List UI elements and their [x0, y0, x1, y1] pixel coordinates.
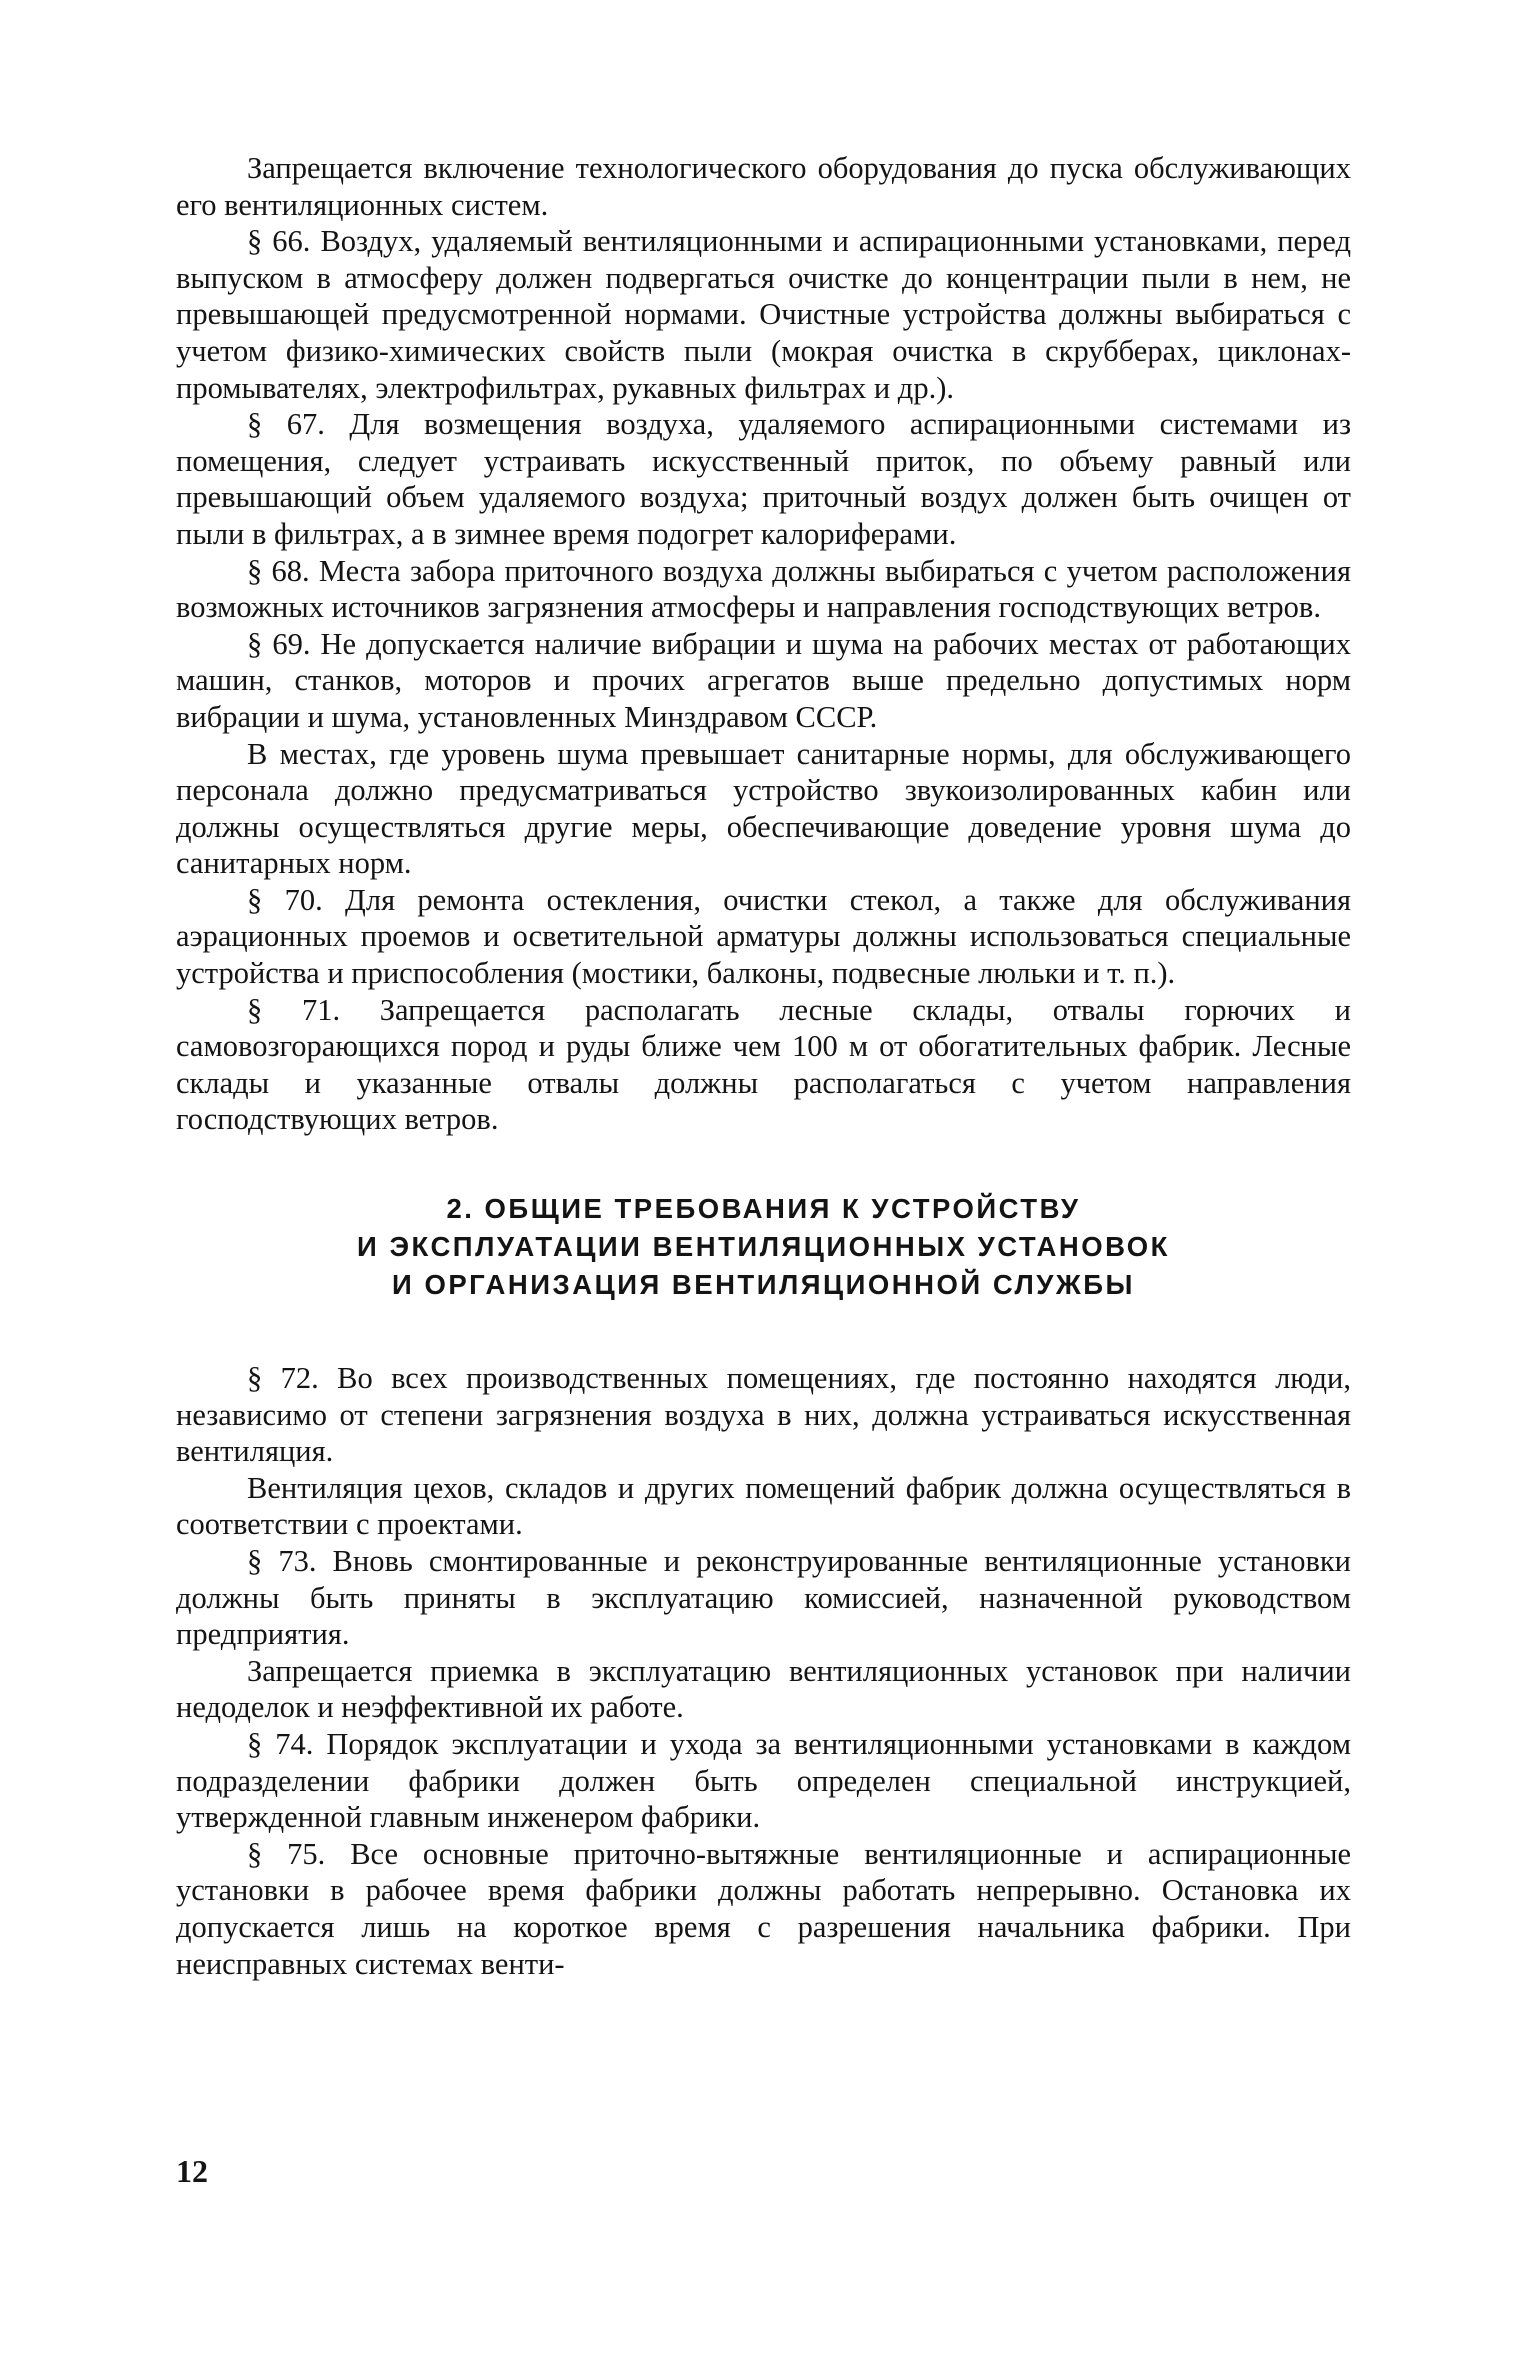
paragraph-section-67: § 67. Для возмещения воздуха, удаляемого аспирационными системами из помещения, следует устраивать искусственный приток, по объему равный или превышающий объем удаляемого воздуха; приточный воздух должен быть очищен от пыли в фильтрах, а в зимнее время подогрет калориферами.: [176, 407, 1351, 551]
paragraph-section-73: § 73. Вновь смонтированные и реконструированные вентиляционные установки должны быть приняты в эксплуатацию комиссией, назначенной руководством предприятия.: [176, 1544, 1351, 1652]
paragraph-intro: Запрещается включение технологического оборудования до пуска обслуживающих его вентиляционных систем.: [176, 151, 1351, 222]
paragraph-section-72: § 72. Во всех производственных помещениях, где постоянно находятся люди, независимо от степени загрязнения воздуха в них, должна устраиваться искусственная вентиляция.: [176, 1361, 1351, 1469]
section-heading: [176, 1190, 1351, 1304]
paragraph-ventilation-projects: Вентиляция цехов, складов и других помещений фабрик должна осуществляться в соответствии с проектами.: [176, 1470, 1351, 1542]
paragraph-section-71: § 71. Запрещается располагать лесные склады, отвалы горючих и самовозгорающихся пород и руды ближе чем 100 м от обогатительных фабрик. Лесные склады и указанные отвалы должны располагаться с учетом направления господствующих ветров.: [176, 992, 1351, 1137]
paragraph-noise-levels: В местах, где уровень шума превышает санитарные нормы, для обслуживающего персонала должно предусматриваться устройство звукоизолированных кабин или должны осуществляться другие меры, обеспечивающие доведение уровня шума до санитарных норм.: [176, 736, 1351, 881]
paragraph-section-68: § 68. Места забора приточного воздуха должны выбираться с учетом расположения возможных источников загрязнения атмосферы и направления господствующих ветров.: [176, 553, 1351, 625]
section-heading-line-3: И ОРГАНИЗАЦИЯ ВЕНТИЛЯЦИОННОЙ СЛУЖБЫ: [392, 1269, 1135, 1301]
page-number: 12: [176, 2153, 208, 2189]
paragraph-section-75: § 75. Все основные приточно-вытяжные вентиляционные и аспирационные установки в рабочее время фабрики должны работать непрерывно. Остановка их допускается лишь на короткое время с разрешения начальника фабрики. При неисправных системах венти-: [176, 1836, 1351, 1981]
page-text-body: [176, 150, 1351, 1982]
paragraph-section-69: § 69. Не допускается наличие вибрации и шума на рабочих местах от работающих машин, станков, моторов и прочих агрегатов выше предельно допустимых норм вибрации и шума, установленных Минздравом СССР.: [176, 626, 1351, 734]
paragraph-section-74: § 74. Порядок эксплуатации и ухода за вентиляционными установками в каждом подразделении фабрики должен быть определен специальной инструкцией, утвержденной главным инженером фабрики.: [176, 1726, 1351, 1835]
section-heading-line-1: 2. ОБЩИЕ ТРЕБОВАНИЯ К УСТРОЙСТВУ: [446, 1193, 1081, 1225]
paragraph-acceptance-ban: Запрещается приемка в эксплуатацию вентиляционных установок при наличии недоделок и неэффективной их работе.: [176, 1653, 1351, 1725]
section-heading-line-2: И ЭКСПЛУАТАЦИИ ВЕНТИЛЯЦИОННЫХ УСТАНОВОК: [357, 1231, 1170, 1263]
paragraph-section-66: § 66. Воздух, удаляемый вентиляционными и аспирационными установками, перед выпуском в атмосферу должен подвергаться очистке до концентрации пыли в нем, не превышающей предусмотренной нормами. Очистные устройства должны выбираться с учетом физико-химических свойств пыли (мокрая очистка в скрубберах, циклонах-промывателях, электрофильтрах, рукавных фильтрах и др.).: [176, 224, 1351, 405]
paragraph-section-70: § 70. Для ремонта остекления, очистки стекол, а также для обслуживания аэрационных проемов и осветительной арматуры должны использоваться специальные устройства и приспособления (мостики, балконы, подвесные люльки и т. п.).: [176, 882, 1351, 991]
